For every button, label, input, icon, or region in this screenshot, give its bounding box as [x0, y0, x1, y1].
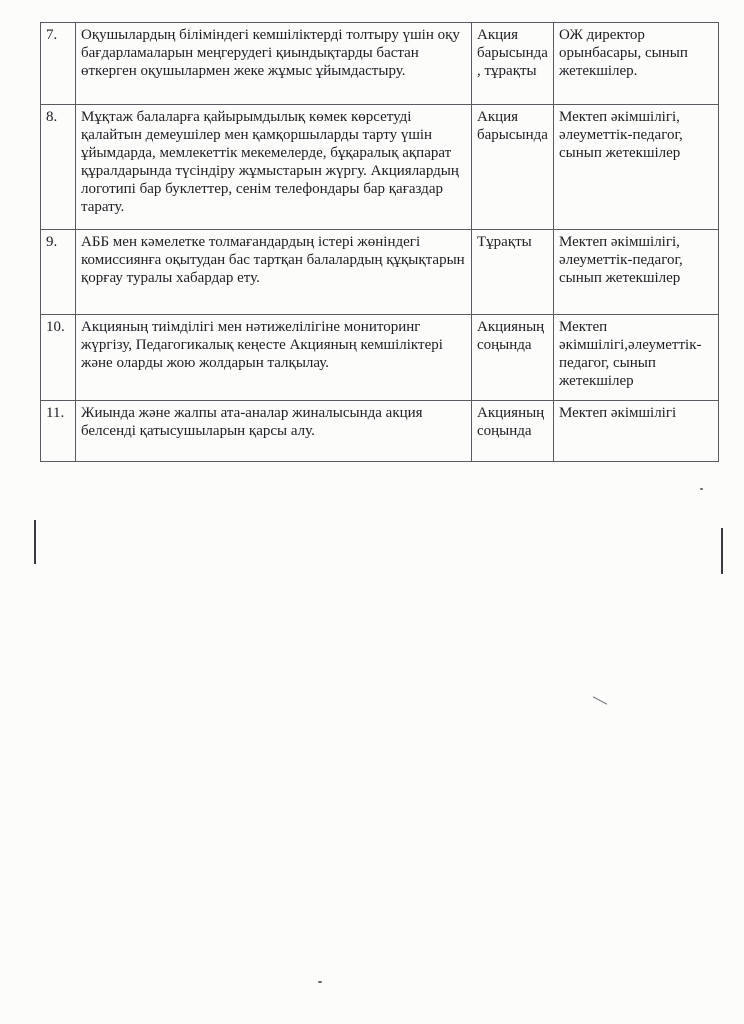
table-row	[41, 23, 719, 105]
row-number: 10.	[41, 315, 76, 401]
measure-description: Жиында және жалпы ата-аналар жиналысында акция белсенді қатысушыларын қарсы алу.	[76, 401, 472, 462]
measure-description: АББ мен кәмелетке толмағандардың істері жөніндегі комиссиянға оқытудан бас тартқан балалардың құқықтарын қорғау туралы хабардар ету.	[76, 230, 472, 315]
responsible-cell: ОЖ директор орынбасары, сынып жетекшілер.	[554, 23, 719, 105]
responsible-cell: Мектеп әкімшілігі, әлеуметтік-педагог, сынып жетекшілер	[554, 230, 719, 315]
action-plan-table	[40, 22, 719, 462]
measure-description: Акцияның тиімділігі мен нәтижелілігіне мониторинг жүргізу, Педагогикалық кеңесте Акцияның кемшіліктері және оларды жою жолдарын талқылау.	[76, 315, 472, 401]
responsible-cell: Мектеп әкімшілігі, әлеуметтік-педагог, сынып жетекшілер	[554, 105, 719, 230]
deadline-cell: Акция барысында	[472, 105, 554, 230]
deadline-cell: Акция барысында, тұрақты	[472, 23, 554, 105]
measure-description: Мұқтаж балаларға қайырымдылық көмек көрсетуді қалайтын демеушілер мен қамқоршыларды тарту үшін ұйымдарда, мемлекеттік мекемелерде, бұқаралық ақпарат құралдарында түсіндіру жұмыстарын жүргу. Акциялардың логотипі бар буклеттер, сенім телефондары бар қағаздар тарату.	[76, 105, 472, 230]
row-number: 7.	[41, 23, 76, 105]
table-row	[41, 401, 719, 462]
right-margin-mark	[721, 528, 723, 574]
row-number: 8.	[41, 105, 76, 230]
deadline-cell: Акцияның соңында	[472, 315, 554, 401]
measure-description: Оқушылардың біліміндегі кемшіліктерді толтыру үшін оқу бағдарламаларын меңгерудегі қиындықтарды бастан өткерген оқушылармен жеке жұмыс ұйымдастыру.	[76, 23, 472, 105]
scan-speck	[318, 981, 322, 983]
deadline-cell: Акцияның соңында	[472, 401, 554, 462]
responsible-cell: Мектеп әкімшілігі	[554, 401, 719, 462]
table-row	[41, 230, 719, 315]
deadline-cell: Тұрақты	[472, 230, 554, 315]
row-number: 11.	[41, 401, 76, 462]
table-row	[41, 105, 719, 230]
left-margin-mark	[34, 520, 36, 564]
scan-speck	[700, 488, 703, 490]
scan-speck	[593, 696, 608, 704]
row-number: 9.	[41, 230, 76, 315]
responsible-cell: Мектеп әкімшілігі,әлеуметтік-педагог, сынып жетекшілер	[554, 315, 719, 401]
table-row	[41, 315, 719, 401]
